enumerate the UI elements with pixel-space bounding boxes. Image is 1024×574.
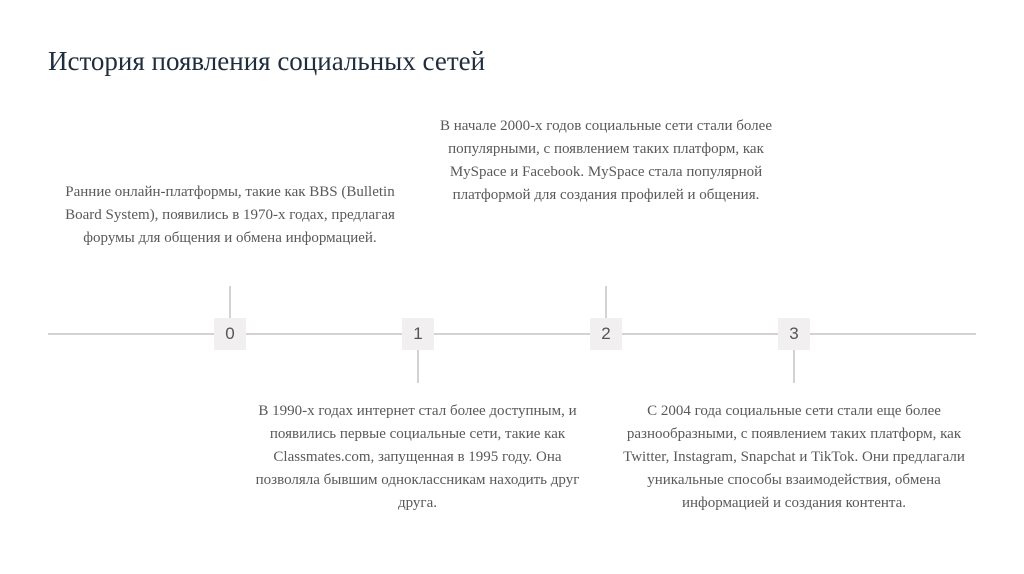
milestone-connector-3 [793,349,795,383]
milestone-connector-0 [229,286,231,320]
milestone-text-1: В 1990-х годах интернет стал более доступным, и появились первые социальные сети, такие как Classmates.com, запущенная в 1995 году. Она позволяла бывшим одноклассникам находить друг друга. [255,403,580,511]
timeline-axis [48,333,976,335]
milestone-connector-2 [605,286,607,320]
milestone-connector-1 [417,349,419,383]
milestone-marker-0: 0 [214,318,246,350]
milestone-marker-1: 1 [402,318,434,350]
milestone-marker-2: 2 [590,318,622,350]
milestone-text-3: С 2004 года социальные сети стали еще более разнообразными, с появлением таких платформ, как Twitter, Instagram, Snapchat и TikTok. Они предлагали уникальные способы взаимодействия, обмена информацией и создания контента. [623,403,965,511]
milestone-marker-3: 3 [778,318,810,350]
milestone-text-2: В начале 2000-х годов социальные сети стали более популярными, с появлением таких платформ, как MySpace и Facebook. MySpace стала популярной платформой для создания профилей и общения. [440,118,772,203]
milestone-text-0: Ранние онлайн-платформы, такие как BBS (Bulletin Board System), появились в 1970-х годах, предлагая форумы для общения и обмена информацией. [65,184,395,246]
slide-title: История появления социальных сетей [48,46,486,76]
